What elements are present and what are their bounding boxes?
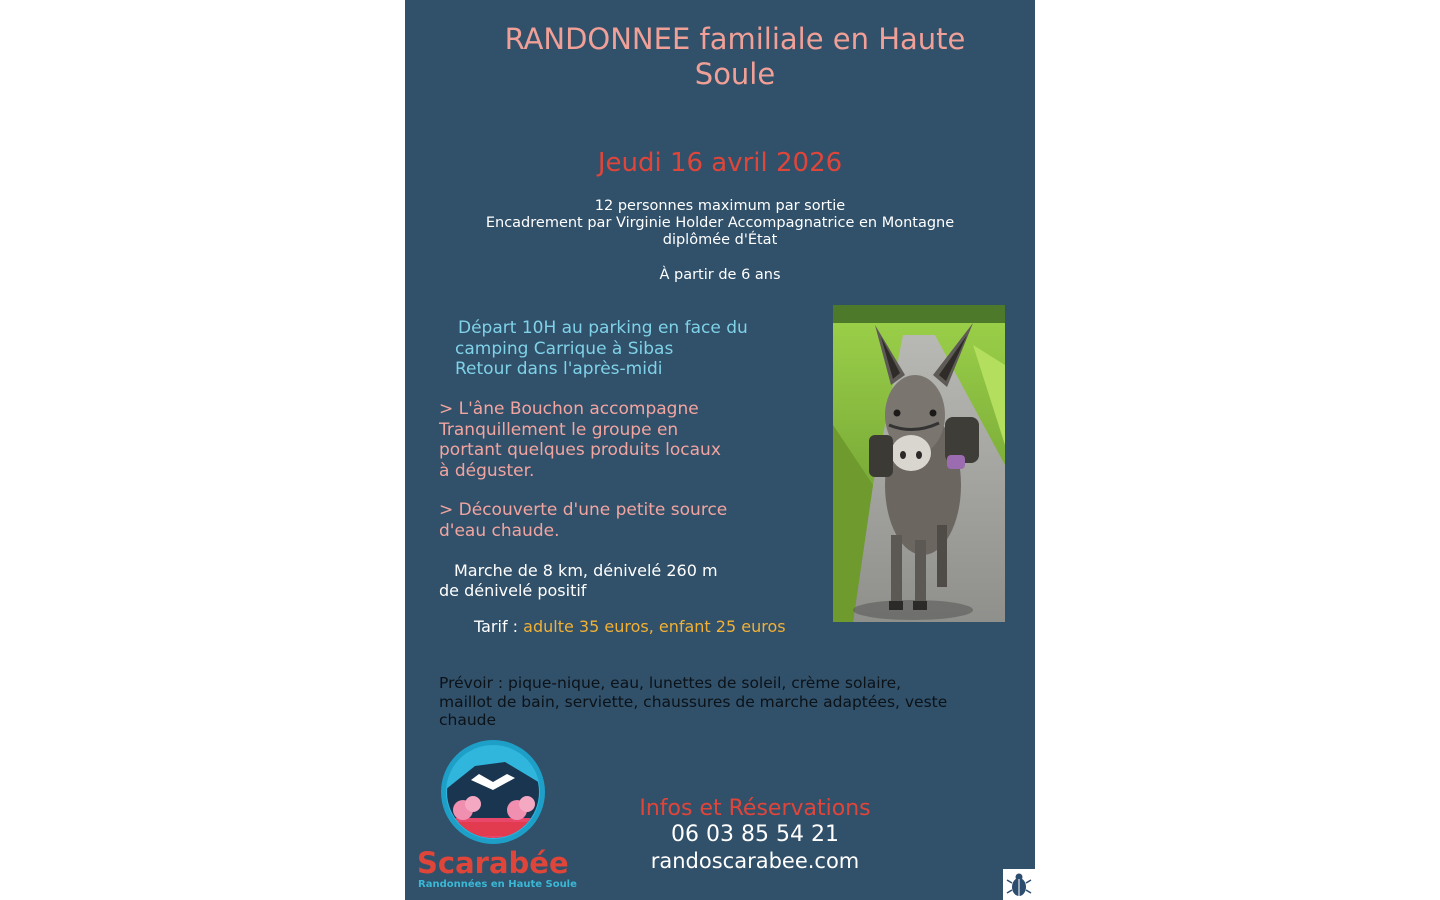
info-line: diplômée d'État xyxy=(662,232,778,248)
packing-line: chaude xyxy=(439,711,497,729)
contact-heading: Infos et Réservations xyxy=(639,796,871,821)
donkey-line: à déguster. xyxy=(439,460,535,481)
hot-spring-info xyxy=(439,500,799,541)
title-line: RANDONNEE familiale en Haute xyxy=(504,22,966,56)
walk-info xyxy=(439,561,799,601)
walk-line: Marche de 8 km, dénivelé 260 m xyxy=(454,561,718,580)
price-info xyxy=(474,617,786,637)
source-line: d'eau chaude. xyxy=(439,520,560,541)
group-info xyxy=(445,198,995,249)
info-line: Encadrement par Virginie Holder Accompagnatrice en Montagne xyxy=(485,215,955,231)
source-line: > Découverte d'une petite source xyxy=(439,500,728,520)
title-line: Soule xyxy=(694,57,776,91)
event-date: Jeudi 16 avril 2026 xyxy=(597,148,843,178)
website-url: randoscarabee.com xyxy=(650,849,860,873)
phone-number: 06 03 85 54 21 xyxy=(671,822,839,847)
packing-line: Prévoir : pique-nique, eau, lunettes de soleil, crème solaire, xyxy=(439,674,902,692)
price-label: Tarif : xyxy=(474,617,524,636)
age-info: À partir de 6 ans xyxy=(659,267,781,283)
packing-list xyxy=(439,674,1009,730)
donkey-photo xyxy=(833,305,1005,622)
depart-line: camping Carrique à Sibas xyxy=(455,338,674,359)
walk-line: de dénivelé positif xyxy=(439,581,587,600)
packing-line: maillot de bain, serviette, chaussures de marche adaptées, veste xyxy=(439,692,948,711)
depart-line: Départ 10H au parking en face du xyxy=(458,318,748,338)
price-value: adulte 35 euros, enfant 25 euros xyxy=(523,617,786,636)
donkey-line: portant quelques produits locaux xyxy=(439,440,721,460)
brand-tagline: Randonnées en Haute Soule xyxy=(418,879,577,890)
depart-line: Retour dans l'après-midi xyxy=(455,359,663,379)
poster-title xyxy=(435,22,1035,92)
donkey-line: Tranquillement le groupe en xyxy=(439,419,679,440)
brand-name: Scarabée xyxy=(417,846,569,880)
donkey-line: > L'âne Bouchon accompagne xyxy=(439,399,699,419)
info-line: 12 personnes maximum par sortie xyxy=(594,198,846,214)
departure-info xyxy=(455,318,815,380)
contact-block xyxy=(595,796,915,875)
donkey-info xyxy=(439,399,799,481)
beetle-icon xyxy=(1003,869,1035,900)
poster xyxy=(405,0,1035,900)
